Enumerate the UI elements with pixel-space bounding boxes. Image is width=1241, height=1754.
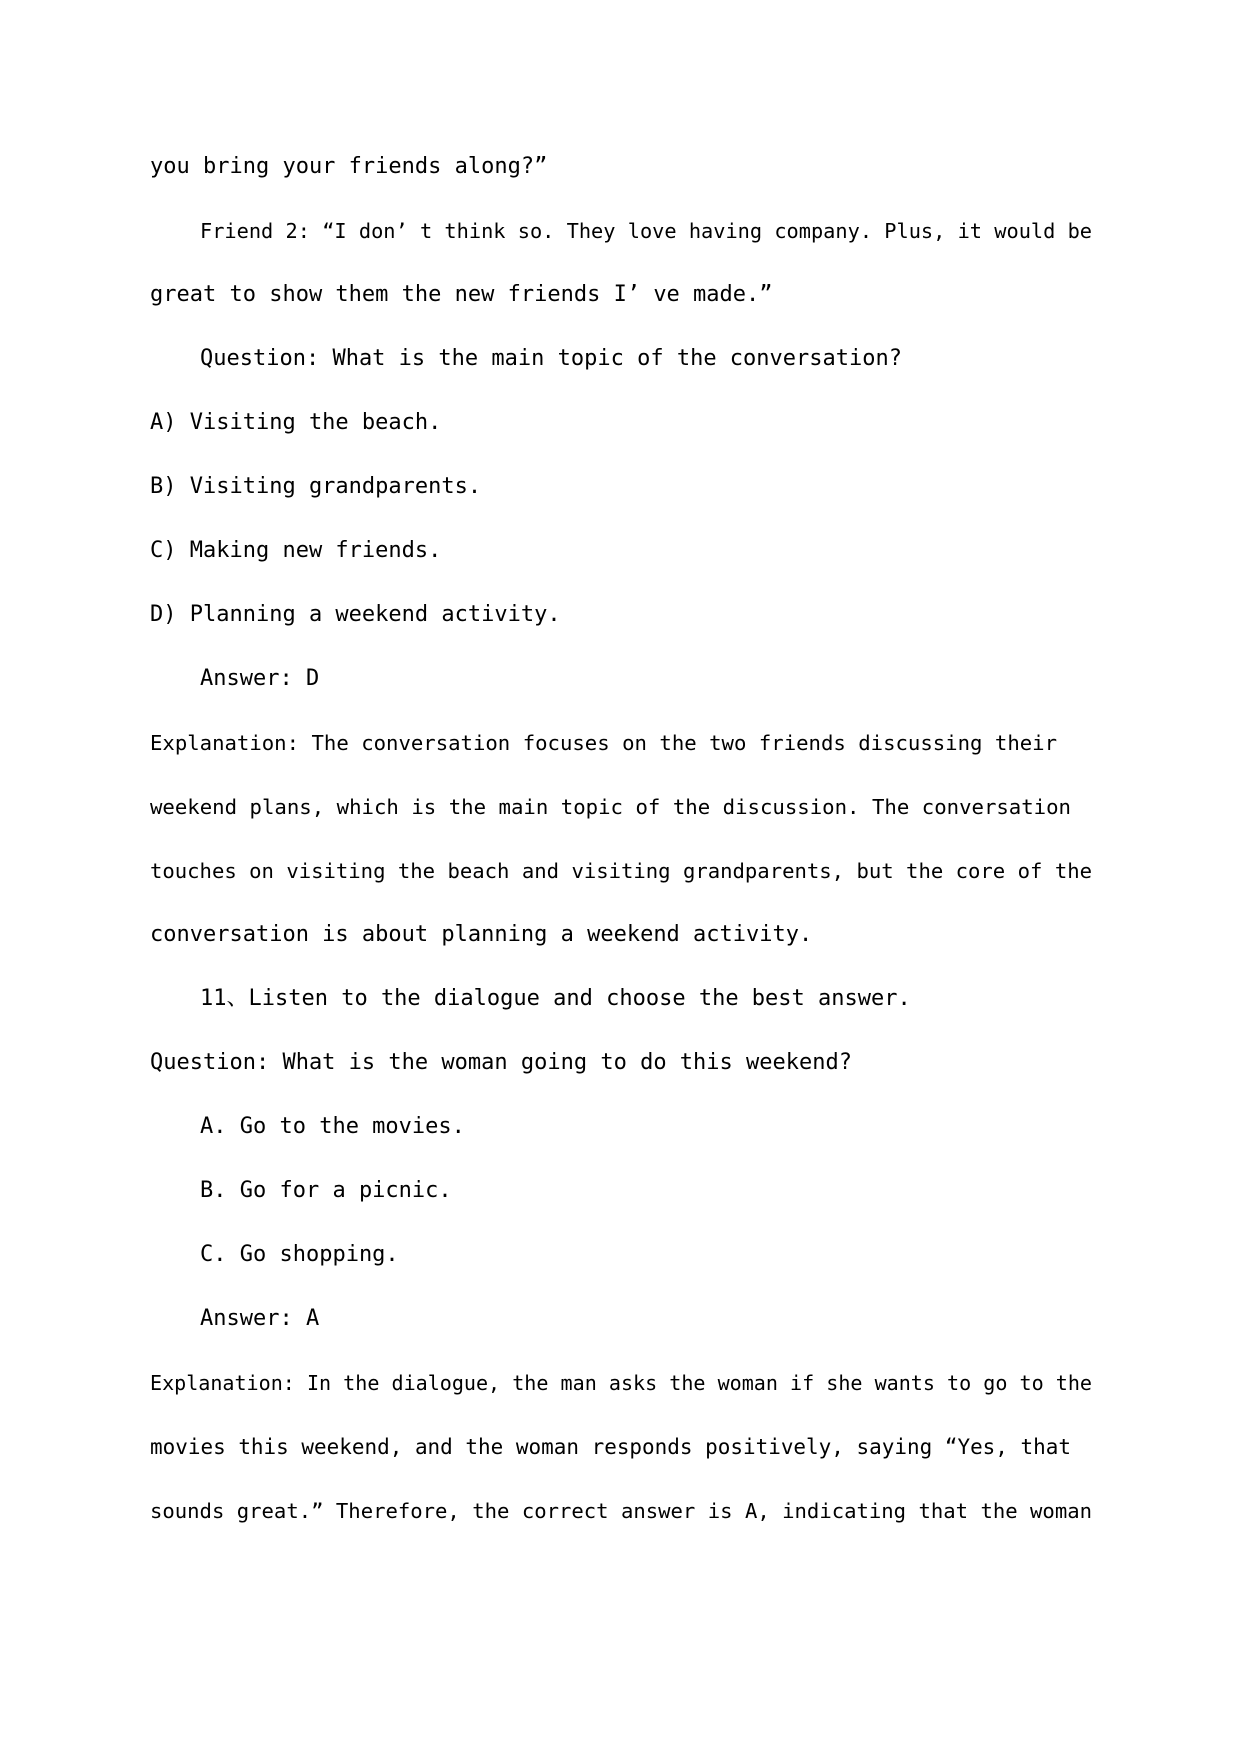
explanation-1-line-1: Explanation: The conversation focuses on the two friends discussing their — [150, 731, 1057, 755]
question-2: Question: What is the woman going to do this weekend? — [150, 1050, 852, 1075]
option-c-1: C) Making new friends. — [150, 538, 442, 563]
text-line-2: Friend 2: “I don’ t think so. They love having company. Plus, it would be — [200, 219, 1092, 243]
option-a-2: A. Go to the movies. — [200, 1114, 465, 1139]
explanation-1-line-3: touches on visiting the beach and visiting grandparents, but the core of the — [150, 859, 1092, 883]
text-line-3: great to show them the new friends I’ ve made.” — [150, 282, 773, 307]
explanation-1-line-2: weekend plans, which is the main topic of the discussion. The conversation — [150, 795, 1071, 819]
answer-2: Answer: A — [200, 1306, 320, 1331]
option-c-2: C. Go shopping. — [200, 1242, 399, 1267]
answer-1: Answer: D — [200, 666, 320, 691]
explanation-1-line-4: conversation is about planning a weekend activity. — [150, 922, 813, 947]
option-d-1: D) Planning a weekend activity. — [150, 602, 561, 627]
option-a-1: A) Visiting the beach. — [150, 410, 442, 435]
explanation-2-line-3: sounds great.” Therefore, the correct answer is A, indicating that the woman — [150, 1499, 1092, 1523]
question-1: Question: What is the main topic of the conversation? — [200, 346, 902, 371]
text-line-1: you bring your friends along?” — [150, 154, 548, 179]
option-b-2: B. Go for a picnic. — [200, 1178, 452, 1203]
option-b-1: B) Visiting grandparents. — [150, 474, 482, 499]
question-11-heading: 11、Listen to the dialogue and choose the best answer. — [200, 986, 911, 1011]
explanation-2-line-1: Explanation: In the dialogue, the man asks the woman if she wants to go to the — [150, 1371, 1092, 1395]
explanation-2-line-2: movies this weekend, and the woman responds positively, saying “Yes, that — [150, 1435, 1071, 1459]
